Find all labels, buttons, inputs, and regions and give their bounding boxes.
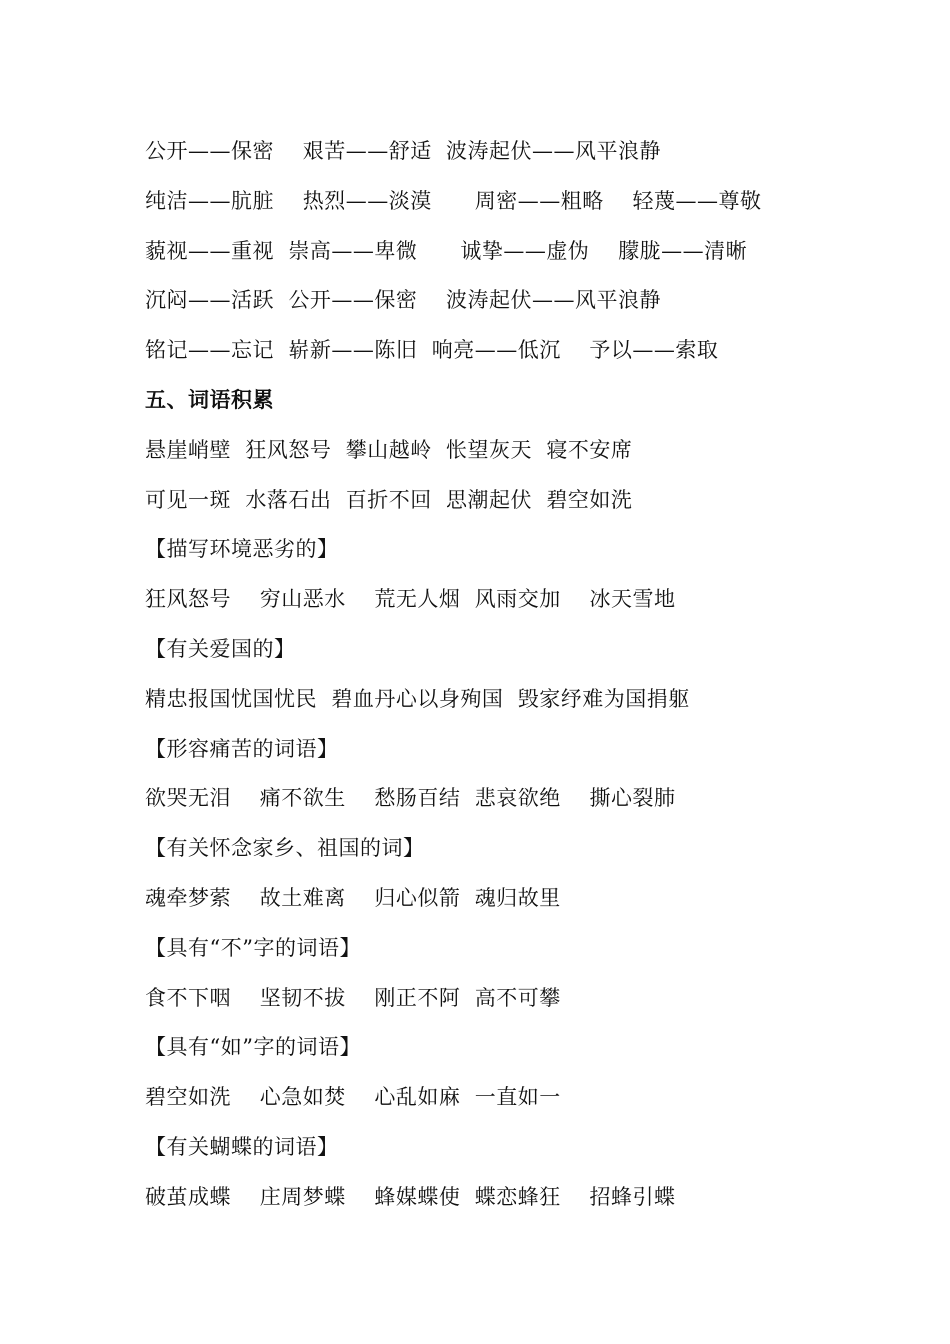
words-bu: 食不下咽 坚韧不拔 刚正不阿 高不可攀 bbox=[145, 985, 561, 1010]
category-butterfly: 【有关蝴蝶的词语】 bbox=[145, 1134, 339, 1159]
word-line-2: 可见一斑 水落石出 百折不回 思潮起伏 碧空如洗 bbox=[145, 487, 633, 512]
words-homesick: 魂牵梦萦 故土难离 归心似箭 魂归故里 bbox=[145, 885, 561, 910]
category-environment: 【描写环境恶劣的】 bbox=[145, 537, 339, 562]
category-patriotism: 【有关爱国的】 bbox=[145, 636, 296, 661]
antonym-line-1: 公开——保密 艰苦——舒适 波涛起伏——风平浪静 bbox=[145, 139, 662, 163]
antonym-line-4: 沉闷——活跃 公开——保密 波涛起伏——风平浪静 bbox=[145, 288, 662, 313]
antonym-line-2: 纯洁——肮脏 热烈——淡漠 周密——粗略 轻蔑——尊敬 bbox=[145, 188, 762, 213]
words-ru: 碧空如洗 心急如焚 心乱如麻 一直如一 bbox=[145, 1085, 561, 1110]
document-body bbox=[145, 128, 905, 1224]
section-heading: 五、词语积累 bbox=[145, 386, 274, 412]
category-ru: 【具有“如”字的词语】 bbox=[145, 1035, 361, 1060]
category-bu: 【具有“不”字的词语】 bbox=[145, 935, 361, 960]
category-pain: 【形容痛苦的词语】 bbox=[145, 736, 339, 761]
words-pain: 欲哭无泪 痛不欲生 愁肠百结 悲哀欲绝 撕心裂肺 bbox=[145, 786, 676, 811]
words-butterfly: 破茧成蝶 庄周梦蝶 蜂媒蝶使 蝶恋蜂狂 招蜂引蝶 bbox=[145, 1184, 676, 1209]
category-homesick: 【有关怀念家乡、祖国的词】 bbox=[145, 836, 425, 861]
word-line-1: 悬崖峭壁 狂风怒号 攀山越岭 怅望灰天 寝不安席 bbox=[145, 437, 633, 462]
words-environment: 狂风怒号 穷山恶水 荒无人烟 风雨交加 冰天雪地 bbox=[145, 587, 676, 612]
antonym-line-5: 铭记——忘记 崭新——陈旧 响亮——低沉 予以——索取 bbox=[145, 338, 719, 363]
antonym-line-3: 藐视——重视 崇高——卑微 诚挚——虚伪 朦胧——清晰 bbox=[145, 238, 748, 263]
words-patriotism: 精忠报国忧国忧民 碧血丹心以身殉国 毁家纾难为国捐躯 bbox=[145, 686, 690, 711]
